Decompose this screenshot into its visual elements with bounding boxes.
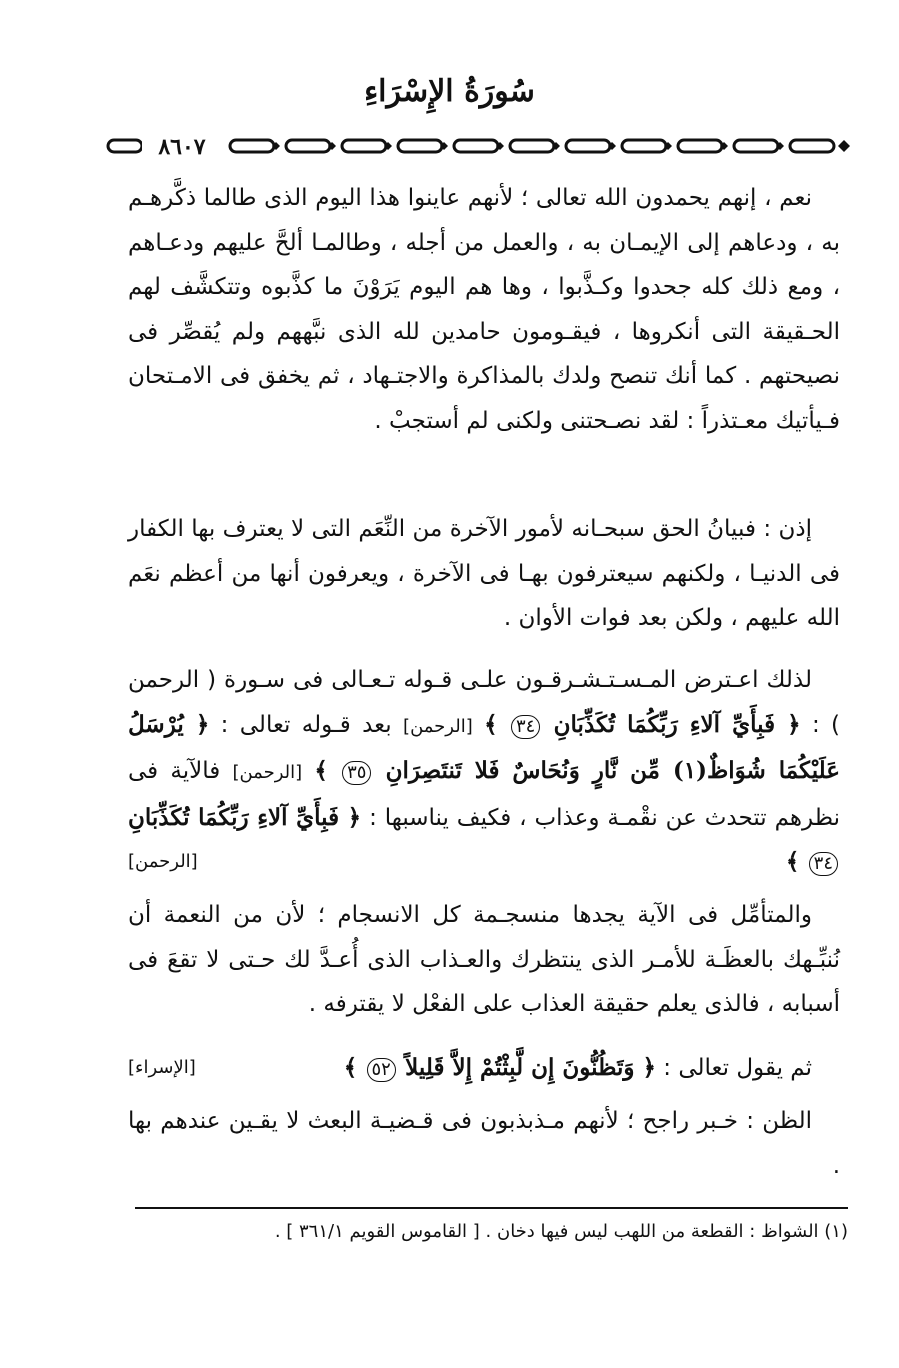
paragraph-4-text: والمتأمِّل فى الآية يجدها منسجـمة كل الانسجام ؛ لأن من النعمة أن نُنبِّـهك بالعظَـة للأمـر الذى ينتظرك والعـذاب الذى أُعـدَّ لك حـتى لا تقعَ فى أسبابه ، فالذى يعلم حقيقة العذاب على الفعْل لا يقترفه . [128, 902, 840, 1017]
paragraph-6 [128, 1099, 840, 1188]
paragraph-3-text-b: بعد قـوله تعالى : [209, 711, 392, 738]
ayah-number-2: ٣٥ [342, 761, 371, 785]
surah-reference-2: [الرحمن] [232, 762, 303, 783]
ayah-number-4: ٥٢ [367, 1058, 396, 1082]
paragraph-1 [128, 176, 840, 443]
paragraph-5 [128, 1046, 840, 1091]
paragraph-5-text: ثم يقول تعالى : [655, 1055, 812, 1081]
paragraph-2-text: إذن : فبيانُ الحق سبحـانه لأمور الآخرة من النِّعَم التى لا يعترف بها الكفار فى الدنيـا ، ولكنهم سيعترفون بهـا فى الآخرة ، ويعرفون أنها من أعظم نعَم الله عليهم ، ولكن بعد فوات الأوان . [128, 516, 840, 631]
paragraph-3-text-a: لذلك اعـترض المـسـتـشـرقـون علـى قـوله تـعـالى فى سـورة ( الرحمن ) : [128, 667, 841, 738]
paragraph-3-text-c: فالآية فى نظرهم تتحدث عن نقْمـة وعذاب ، فكيف يناسبها : [128, 758, 840, 831]
paragraph-4 [128, 893, 840, 1027]
verse-close-bracket: ﴾ [785, 848, 800, 875]
verse-close-bracket: ﴾ [343, 1054, 358, 1081]
paragraph-6-text: الظن : خـبر راجح ؛ لأنهم مـذبذبون فى قـضيـة البعث لا يقـين عندهم بها . [128, 1108, 840, 1179]
quran-verse-3: ﴿ فَبِأَيِّ آلاءِ رَبِّكُمَا تُكَذِّبَانِ [128, 803, 362, 831]
quran-verse-1: ﴿ فَبِأَيِّ آلاءِ رَبِّكُمَا تُكَذِّبَانِ [553, 710, 801, 738]
page-number: ٨٦٠٧ [142, 134, 222, 160]
verse-close-bracket: ﴾ [314, 757, 328, 784]
footnote: (١) الشواظ : القطعة من اللهب ليس فيها دخان . [ القاموس القويم ٣٦١/١ ] . [274, 1221, 848, 1242]
surah-reference-1: [الرحمن] [403, 715, 473, 737]
surah-reference-3: [الرحمن] [128, 851, 198, 872]
ayah-number-1: ٣٤ [511, 715, 540, 739]
ayah-number-3: ٣٤ [809, 852, 838, 876]
surah-title: سُورَةُ الإِسْرَاءِ [364, 74, 535, 109]
surah-reference-4: [الإسراء] [128, 1057, 196, 1078]
paragraph-1-text: نعم ، إنهم يحمدون الله تعالى ؛ لأنهم عاينوا هذا اليوم الذى طالما ذكَّرهـم به ، ودعاهم إلى الإيمـان به ، والعمل من أجله ، وطالمـا ألحَّ عليهم ودعـاهم ، ومع ذلك كله جحدوا وكـذَّبوا ، وها هم اليوم يَرَوْنَ ما كذَّبوه وتتكشَّف لهم الحـقيقة التى أنكروها ، فيقـومون حامدين لله الذى نبَّههم ولم يُقصِّر فى نصيحتهم . كما أنك تنصح ولدك بالمذاكرة والاجتـهاد ، ثم يخفق فى الامـتحان فـيأتيك معـتذراً : لقد نصـحتنى ولكنى لم أستجبْ . [128, 185, 840, 434]
quran-verse-2: ﴿ يُرْسَلُ عَلَيْكُمَا شُوَاظٌ(١) مِّن نَّارٍ وَنُحَاسٌ فَلا تَنتَصِرَانِ [128, 710, 841, 784]
quran-verse-4: ﴿ وَتَظُنُّونَ إِن لَّبِثْتُمْ إِلاَّ قَلِيلاً [405, 1054, 656, 1081]
paragraph-3 [128, 658, 840, 885]
verse-close-bracket: ﴾ [484, 710, 498, 738]
paragraph-2 [128, 507, 840, 641]
footnote-divider [135, 1207, 848, 1209]
